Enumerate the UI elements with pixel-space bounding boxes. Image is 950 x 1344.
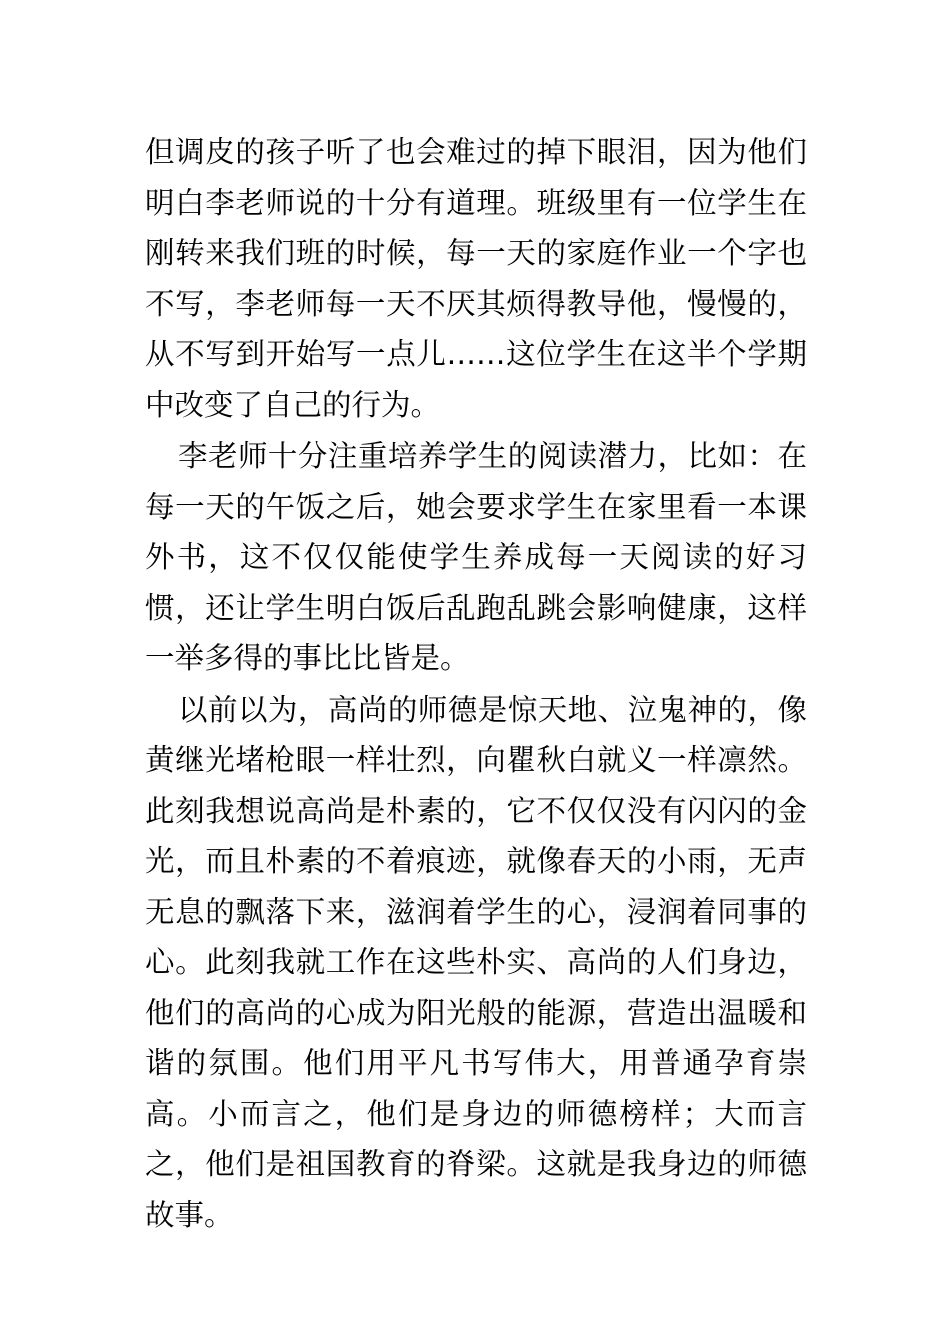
paragraph-3: 以前以为，高尚的师德是惊天地、泣鬼神的，像黄继光堵枪眼一样壮烈，向瞿秋白就义一样凛然。此刻我想说高尚是朴素的，它不仅仅没有闪闪的金光，而且朴素的不着痕迹，就像春天的小雨，无声无息的飘落下来，滋润着学生的心，浸润着同事的心。此刻我就工作在这些朴实、高尚的人们身边，他们的高尚的心成为阳光般的能源，营造出温暖和谐的氛围。他们用平凡书写伟大，用普通孕育崇高。小而言之，他们是身边的师德榜样；大而言之，他们是祖国教育的脊梁。这就是我身边的师德故事。 bbox=[145, 692, 807, 1232]
body-text bbox=[145, 127, 807, 1240]
paragraph-1: 但调皮的孩子听了也会难过的掉下眼泪，因为他们明白李老师说的十分有道理。班级里有一位学生在刚转来我们班的时候，每一天的家庭作业一个字也不写，李老师每一天不厌其烦得教导他，慢慢的，从不写到开始写一点儿……这位学生在这半个学期中改变了自己的行为。 bbox=[145, 135, 807, 422]
paragraph-2: 李老师十分注重培养学生的阅读潜力，比如：在每一天的午饭之后，她会要求学生在家里看一本课外书，这不仅仅能使学生养成每一天阅读的好习惯，还让学生明白饭后乱跑乱跳会影响健康，这样一举多得的事比比皆是。 bbox=[145, 439, 807, 675]
